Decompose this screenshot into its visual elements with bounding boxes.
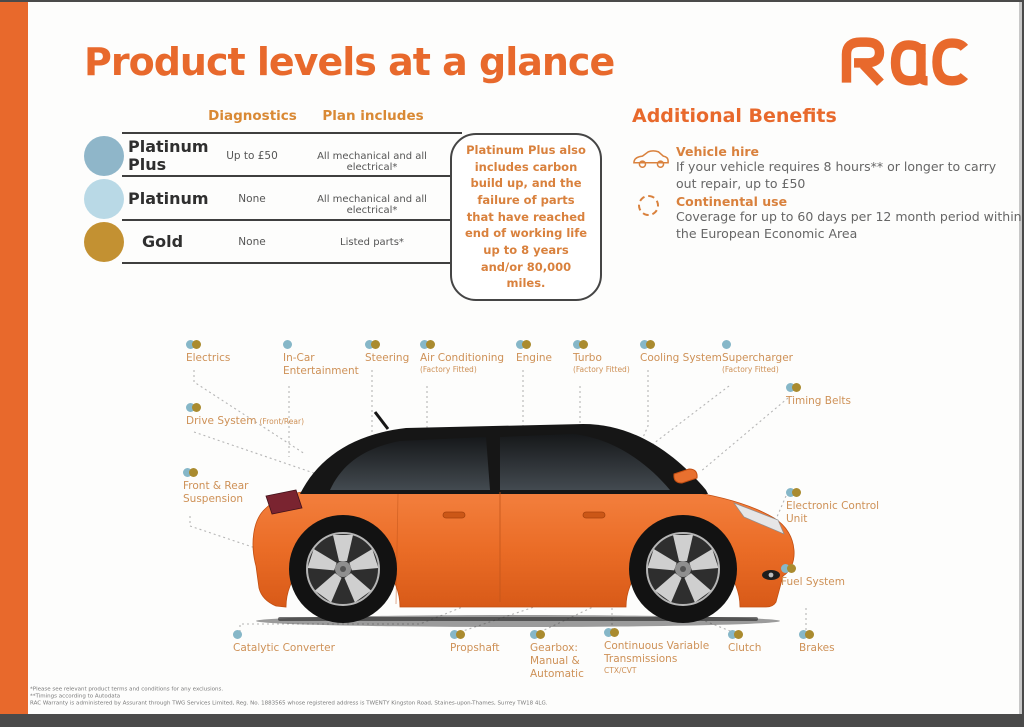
- benefit-text: Coverage for up to 60 days per 12 month period within the European Economic Area: [676, 209, 1022, 241]
- car-icon: [632, 148, 670, 174]
- coverage-dots: [786, 488, 896, 497]
- tier-plan: Listed parts*: [340, 237, 404, 248]
- column-header-diagnostics: Diagnostics: [208, 108, 297, 124]
- coverage-dots: [183, 468, 283, 477]
- tier-diagnostics: Up to £50: [226, 150, 278, 162]
- benefit-text: If your vehicle requires 8 hours** or longer to carry out repair, up to £50: [676, 159, 997, 191]
- benefits-title: Additional Benefits: [632, 105, 837, 127]
- part-label-turbo: Turbo (Factory Fitted): [573, 340, 643, 375]
- part-label-steering: Steering: [365, 340, 409, 365]
- coverage-dots: [365, 340, 409, 349]
- part-label-brakes: Brakes: [799, 630, 835, 655]
- table-divider: [122, 132, 462, 134]
- coverage-dots: [186, 403, 304, 412]
- coverage-dots: [573, 340, 643, 349]
- coverage-dots: [781, 564, 845, 573]
- part-label-front-rear-suspension: Front & Rear Suspension: [183, 468, 283, 506]
- tier-dot-platinum-plus: [84, 136, 124, 176]
- footer-disclaimer: *Please see relevant product terms and conditions for any exclusions.: [30, 686, 224, 693]
- part-label-supercharger: Supercharger (Factory Fitted): [722, 340, 817, 375]
- table-divider: [122, 175, 450, 177]
- part-label-cooling-system: Cooling System: [640, 340, 722, 365]
- part-label-in-car-entertainment: In-Car Entertainment: [283, 340, 375, 378]
- document-sheet: [0, 2, 1022, 714]
- tier-diagnostics: None: [238, 236, 266, 248]
- coverage-dots: [283, 340, 375, 349]
- part-label-drive-system: Drive System (Front/Rear): [186, 403, 304, 428]
- platinum-plus-callout: [450, 133, 602, 301]
- coverage-dots: [186, 340, 230, 349]
- coverage-dots: [799, 630, 835, 639]
- footer-disclaimer: RAC Warranty is administered by Assurant through TWG Services Limited, Reg. No. 1883565 whose registered address is TWENTY Kingston Road, Staines-upon-Thames, Surrey TW18 4LG.: [30, 700, 548, 707]
- left-accent-strip: [0, 2, 28, 714]
- part-label-catalytic-converter: Catalytic Converter: [233, 630, 335, 655]
- tier-plan: All mechanical and all electrical*: [317, 194, 427, 216]
- table-divider: [122, 219, 450, 221]
- tier-name: Gold: [142, 232, 184, 251]
- footer-disclaimer: **Timings according to Autodata: [30, 693, 121, 700]
- part-label-engine: Engine: [516, 340, 552, 365]
- part-label-air-conditioning: Air Conditioning (Factory Fitted): [420, 340, 535, 375]
- coverage-dots: [604, 628, 734, 637]
- part-label-clutch: Clutch: [728, 630, 761, 655]
- coverage-dots: [233, 630, 335, 639]
- page-title: Product levels at a glance: [84, 40, 615, 84]
- tier-name: Platinum Plus: [128, 137, 209, 175]
- callout-text: Platinum Plus also includes carbon build up, and the failure of parts that have reached end of working life up to 8 years and/or 80,000 miles.: [464, 142, 588, 291]
- coverage-dots: [516, 340, 552, 349]
- coverage-dots: [530, 630, 602, 639]
- table-divider: [122, 262, 450, 264]
- dashed-circle-icon: [638, 195, 659, 216]
- tier-plan: All mechanical and all electrical*: [317, 151, 427, 173]
- coverage-dots: [728, 630, 761, 639]
- part-label-propshaft: Propshaft: [450, 630, 500, 655]
- part-label-electrics: Electrics: [186, 340, 230, 365]
- rac-logo-icon: [838, 32, 970, 94]
- column-header-plan-includes: Plan includes: [322, 108, 424, 124]
- car-illustration: [238, 404, 798, 638]
- coverage-dots: [722, 340, 817, 349]
- coverage-dots: [640, 340, 722, 349]
- part-label-electronic-control-unit: Electronic Control Unit: [786, 488, 896, 526]
- tier-diagnostics: None: [238, 193, 266, 205]
- benefit-label: Vehicle hire: [676, 144, 760, 159]
- coverage-dots: [450, 630, 500, 639]
- tier-dot-platinum: [84, 179, 124, 219]
- part-label-fuel-system: Fuel System: [781, 564, 845, 589]
- tier-name: Platinum: [128, 189, 209, 208]
- tier-dot-gold: [84, 222, 124, 262]
- coverage-dots: [786, 383, 851, 392]
- part-label-gearbox: Gearbox: Manual & Automatic: [530, 630, 602, 681]
- part-label-timing-belts: Timing Belts: [786, 383, 851, 408]
- benefit-label: Continental use: [676, 194, 788, 209]
- part-label-cvt: Continuous Variable Transmissions CTX/CVT: [604, 628, 734, 676]
